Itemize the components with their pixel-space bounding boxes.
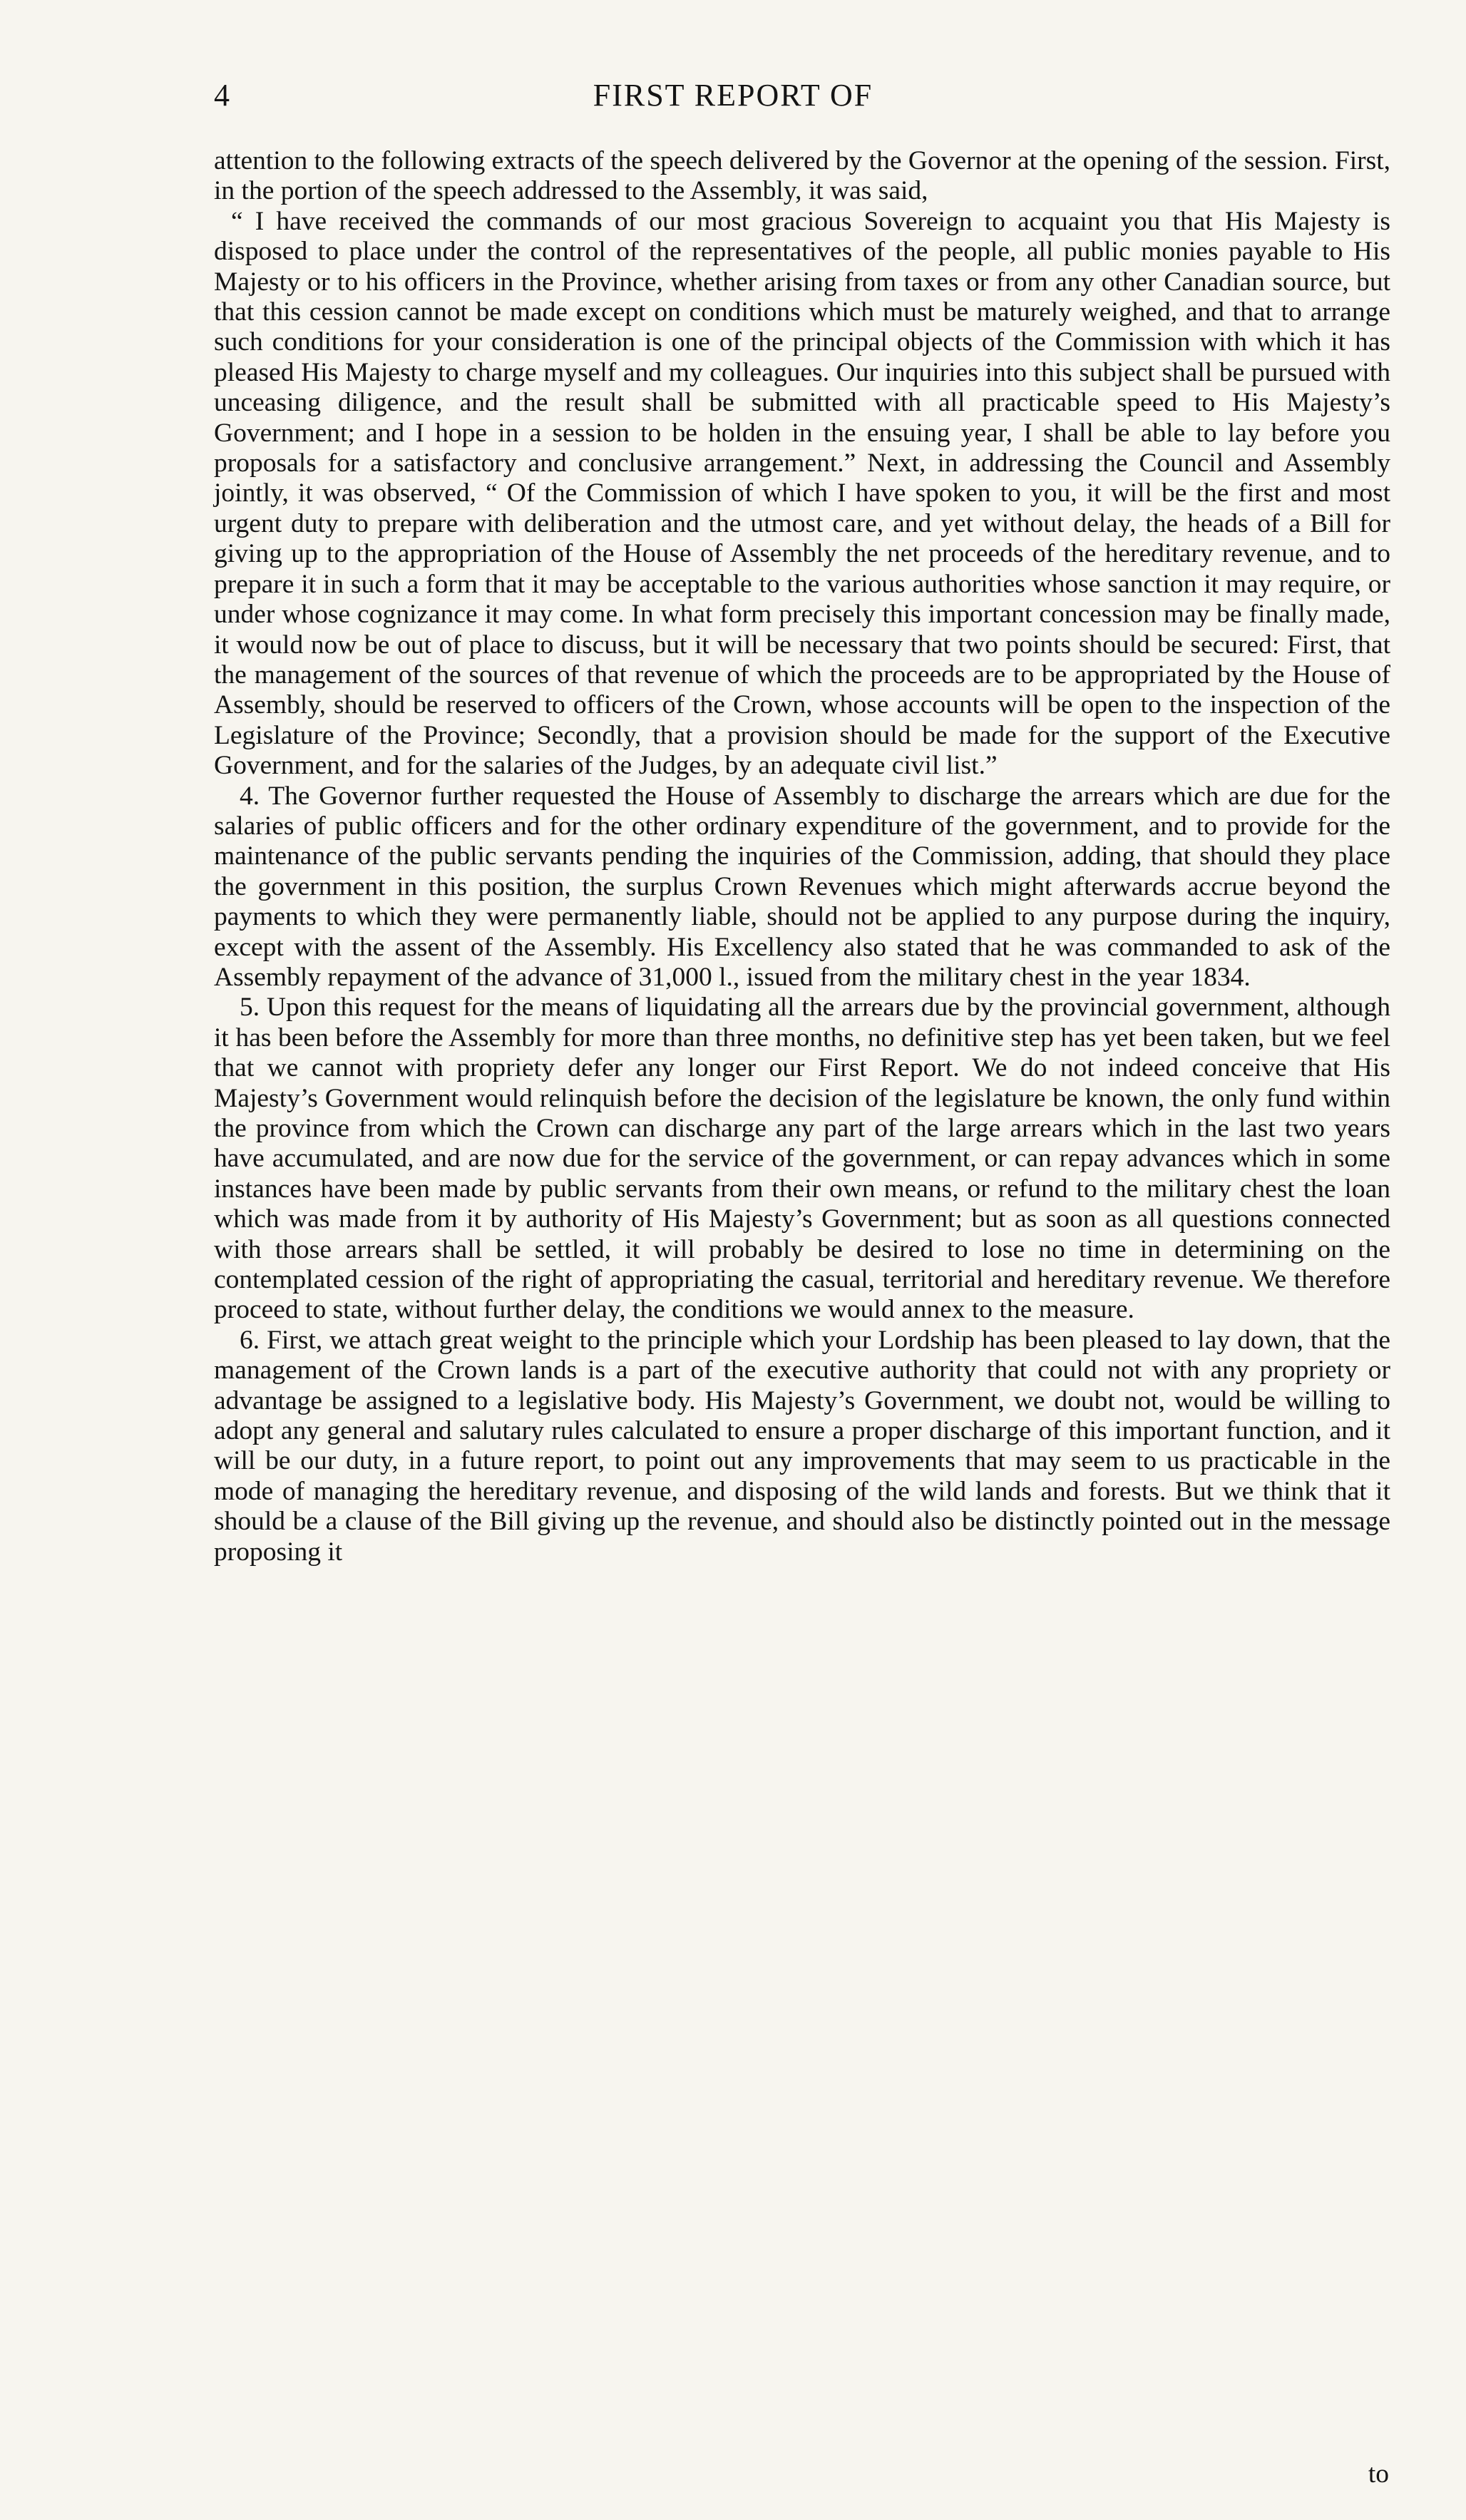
paragraph-4: 4. The Governor further requested the House of Assembly to discharge the arrears which are due for the salaries of public officers and for the other ordinary expenditure of the government, and to provide for the maintenance of the public servants pending the inquiries of the Commission, adding, that should they place the government in this position, the surplus Crown Revenues which might afterwards accrue beyond the payments to which they were permanently liable, should not be applied to any purpose during the inquiry, except with the assent of the Assembly. His Excellency also stated that he was commanded to ask of the Assembly repayment of the advance of 31,000 l., issued from the military chest in the year 1834.: [214, 781, 1390, 992]
page-number: 4: [214, 78, 230, 113]
paragraph-6: 6. First, we attach great weight to the principle which your Lordship has been pleased to lay down, that the management of the Crown lands is a part of the executive authority that could not with any propriety or advantage be assigned to a legislative body. His Majesty’s Government, we doubt not, would be willing to adopt any general and salutary rules calculated to ensure a proper discharge of this important function, and it will be our duty, in a future report, to point out any improvements that may seem to us practicable in the mode of managing the hereditary revenue, and disposing of the wild lands and forests. But we think that it should be a clause of the Bill giving up the revenue, and should also be distinctly pointed out in the message proposing it: [214, 1325, 1390, 1567]
paragraph-quote: “ I have received the commands of our most gracious Sovereign to acquaint you that His Majesty is disposed to place under the control of the representatives of the people, all public monies payable to His Majesty or to his officers in the Province, whether arising from taxes or from any other Canadian source, but that this cession cannot be made except on conditions which must be maturely weighed, and that to arrange such conditions for your consideration is one of the principal objects of the Commission with which it has pleased His Majesty to charge myself and my colleagues. Our inquiries into this subject shall be pursued with unceasing diligence, and the result shall be submitted with all practicable speed to His Majesty’s Government; and I hope in a session to be holden in the ensuing year, I shall be able to lay before you proposals for a satisfactory and conclusive arrangement.” Next, in addressing the Council and Assembly jointly, it was observed, “ Of the Commission of which I have spoken to you, it will be the first and most urgent duty to prepare with deliberation and the utmost care, and yet without delay, the heads of a Bill for giving up to the appropriation of the House of Assembly the net proceeds of the hereditary revenue, and to prepare it in such a form that it may be acceptable to the various authorities whose sanction it may require, or under whose cognizance it may come. In what form precisely this important concession may be finally made, it would now be out of place to discuss, but it will be necessary that two points should be secured: First, that the management of the sources of that revenue of which the proceeds are to be appropriated by the House of Assembly, should be reserved to officers of the Crown, whose accounts will be open to the inspection of the Legislature of the Province; Secondly, that a provision should be made for the support of the Executive Government, and for the salaries of the Judges, by an adequate civil list.”: [214, 206, 1390, 781]
catchword: to: [1368, 2459, 1389, 2489]
running-title: FIRST REPORT OF: [593, 78, 873, 113]
page-header: [214, 77, 1252, 127]
body-text: [214, 146, 1390, 1567]
paragraph-intro: attention to the following extracts of the speech delivered by the Governor at the opening of the session. First, in the portion of the speech addressed to the Assembly, it was said,: [214, 146, 1390, 206]
paragraph-5: 5. Upon this request for the means of liquidating all the arrears due by the provincial government, although it has been before the Assembly for more than three months, no definitive step has yet been taken, but we feel that we cannot with propriety defer any longer our First Report. We do not indeed conceive that His Majesty’s Government would relinquish before the decision of the legislature be known, the only fund within the province from which the Crown can discharge any part of the large arrears which in the last two years have accumulated, and are now due for the service of the government, or can repay advances which in some instances have been made by public servants from their own means, or refund to the military chest the loan which was made from it by authority of His Majesty’s Government; but as soon as all questions connected with those arrears shall be settled, it will probably be desired to lose no time in determining on the contemplated cession of the right of appropriating the casual, territorial and hereditary revenue. We therefore proceed to state, without further delay, the conditions we would annex to the measure.: [214, 993, 1390, 1325]
